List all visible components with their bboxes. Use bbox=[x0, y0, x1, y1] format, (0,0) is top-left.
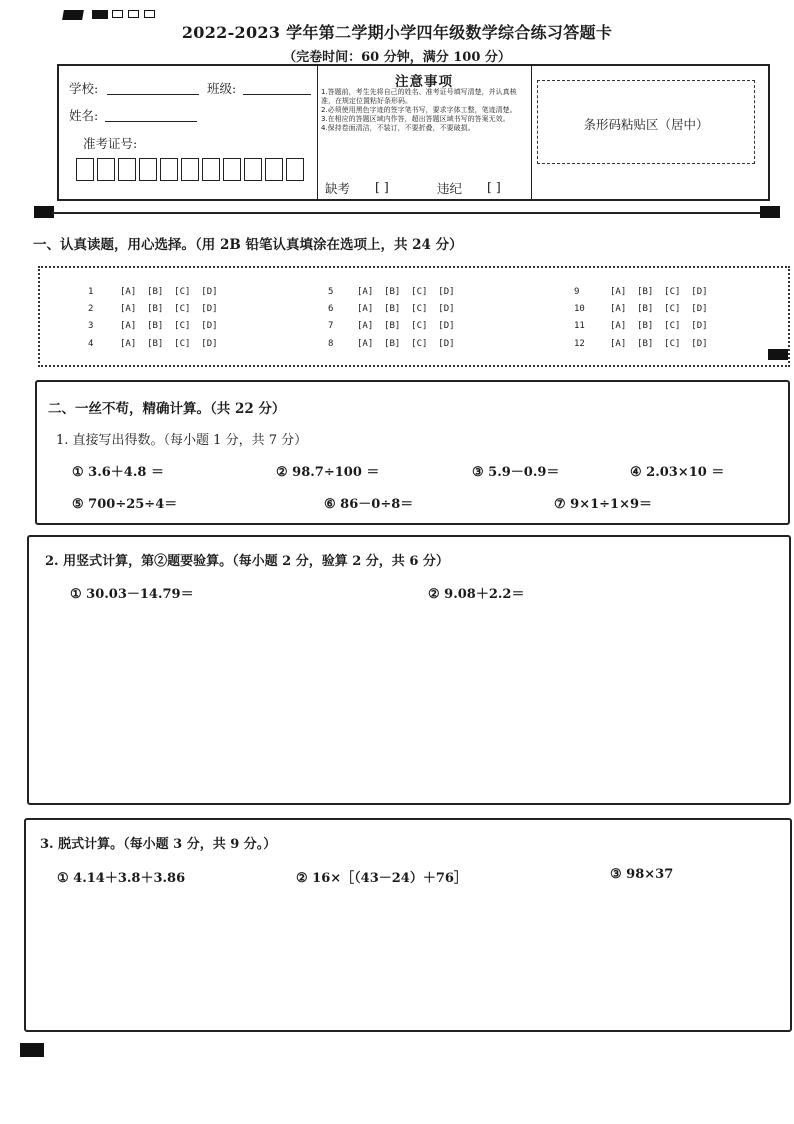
choice-number: 6 bbox=[328, 304, 334, 314]
name-label: 姓名: bbox=[69, 108, 99, 123]
calc-item: ② 98.7÷100 ＝ bbox=[276, 465, 380, 480]
exam-id-cell[interactable] bbox=[139, 158, 157, 181]
part3-heading: 3. 脱式计算。（每小题 3 分，共 9 分。） bbox=[40, 837, 277, 852]
divider bbox=[531, 66, 532, 199]
choice-options[interactable]: [A] [B] [C] [D] bbox=[120, 339, 218, 349]
calc-item: ③ 5.9－0.9＝ bbox=[472, 465, 560, 480]
position-marker-empty-3 bbox=[144, 10, 155, 18]
exam-id-cell[interactable] bbox=[244, 158, 262, 181]
position-marker-empty-2 bbox=[128, 10, 139, 18]
part2-heading: 2. 用竖式计算，第②题要验算。（每小题 2 分，验算 2 分，共 6 分） bbox=[45, 554, 449, 569]
choice-number: 5 bbox=[328, 287, 334, 297]
calc-item: ② 9.08＋2.2＝ bbox=[428, 587, 525, 602]
page-subtitle: （完卷时间：60 分钟，满分 100 分） bbox=[283, 50, 511, 65]
class-label: 班级: bbox=[207, 81, 237, 96]
choice-number: 10 bbox=[574, 304, 585, 314]
exam-id-cell[interactable] bbox=[118, 158, 136, 181]
calc-item: ⑥ 86－0÷8＝ bbox=[324, 497, 414, 512]
rule-marker-right bbox=[760, 206, 780, 218]
choice-options[interactable]: [A] [B] [C] [D] bbox=[610, 339, 708, 349]
choice-options[interactable]: [A] [B] [C] [D] bbox=[610, 287, 708, 297]
calc-item: ③ 98×37 bbox=[610, 867, 674, 882]
section1-heading: 一、认真读题，用心选择。（用 2B 铅笔认真填涂在选项上，共 24 分） bbox=[33, 237, 463, 253]
choice-options[interactable]: [A] [B] [C] [D] bbox=[357, 287, 455, 297]
school-field[interactable] bbox=[107, 94, 199, 95]
choice-options[interactable]: [A] [B] [C] [D] bbox=[610, 321, 708, 331]
exam-id-grid[interactable] bbox=[76, 158, 307, 181]
exam-id-cell[interactable] bbox=[286, 158, 304, 181]
position-marker-empty-1 bbox=[112, 10, 123, 18]
choice-number: 9 bbox=[574, 287, 580, 297]
choice-area-marker bbox=[768, 349, 788, 360]
calc-item: ① 3.6＋4.8 ＝ bbox=[72, 465, 164, 480]
choice-number: 2 bbox=[88, 304, 94, 314]
choice-number: 11 bbox=[574, 321, 585, 331]
exam-id-cell[interactable] bbox=[76, 158, 94, 181]
choice-options[interactable]: [A] [B] [C] [D] bbox=[120, 304, 218, 314]
choice-number: 1 bbox=[88, 287, 94, 297]
choice-options[interactable]: [A] [B] [C] [D] bbox=[357, 321, 455, 331]
notice-list bbox=[321, 88, 529, 133]
section2-heading: 二、一丝不苟，精确计算。（共 22 分） bbox=[48, 401, 286, 417]
barcode-area bbox=[537, 80, 755, 164]
choice-number: 3 bbox=[88, 321, 94, 331]
page-title: 2022-2023 学年第二学期小学四年级数学综合练习答题卡 bbox=[181, 23, 613, 42]
calc-item: ⑤ 700÷25÷4＝ bbox=[72, 497, 178, 512]
vertical-calc-box[interactable] bbox=[27, 535, 791, 805]
exam-id-cell[interactable] bbox=[181, 158, 199, 181]
notice-title: 注意事项 bbox=[395, 74, 453, 90]
exam-id-cell[interactable] bbox=[202, 158, 220, 181]
exam-id-cell[interactable] bbox=[265, 158, 283, 181]
calc-item: ① 4.14＋3.8＋3.86 bbox=[57, 871, 186, 886]
violation-label: 违纪 bbox=[437, 181, 463, 196]
choice-number: 12 bbox=[574, 339, 585, 349]
notice-item: 1.答题前，考生先将自己的姓名、准考证号填写清楚，并认真核准，在规定位置粘好条形码。 bbox=[321, 88, 517, 105]
violation-checkbox[interactable]: [ ] bbox=[487, 179, 501, 194]
horizontal-rule bbox=[52, 212, 762, 214]
barcode-label: 条形码粘贴区（居中） bbox=[583, 117, 709, 132]
absent-label: 缺考 bbox=[325, 181, 351, 196]
multiple-choice-area bbox=[38, 266, 790, 367]
calc-item: ⑦ 9×1÷1×9＝ bbox=[554, 497, 653, 512]
choice-options[interactable]: [A] [B] [C] [D] bbox=[120, 287, 218, 297]
choice-options[interactable]: [A] [B] [C] [D] bbox=[610, 304, 708, 314]
header-info-box bbox=[57, 64, 770, 201]
choice-options[interactable]: [A] [B] [C] [D] bbox=[120, 321, 218, 331]
exam-id-label: 准考证号: bbox=[83, 136, 138, 151]
calc-item: ④ 2.03×10 ＝ bbox=[630, 465, 725, 480]
calc-item: ② 16×［（43－24）＋76］ bbox=[296, 871, 467, 886]
choice-number: 8 bbox=[328, 339, 334, 349]
choice-options[interactable]: [A] [B] [C] [D] bbox=[357, 339, 455, 349]
absent-checkbox[interactable]: [ ] bbox=[375, 179, 389, 194]
calc-item: ① 30.03－14.79＝ bbox=[70, 587, 194, 602]
notice-item: 2.必须使用黑色字迹的签字笔书写，要求字体工整，笔迹清楚。 bbox=[321, 106, 517, 114]
class-field[interactable] bbox=[243, 94, 311, 95]
part1-heading: 1. 直接写出得数。（每小题 1 分，共 7 分） bbox=[56, 433, 308, 448]
choice-number: 7 bbox=[328, 321, 334, 331]
notice-item: 4.保持卷面清洁，不装订，不要折叠，不要破损。 bbox=[321, 124, 475, 132]
choice-options[interactable]: [A] [B] [C] [D] bbox=[357, 304, 455, 314]
position-marker-solid-2 bbox=[92, 10, 108, 19]
exam-id-cell[interactable] bbox=[97, 158, 115, 181]
rule-marker-left bbox=[34, 206, 54, 218]
notice-item: 3.在相应的答题区域内作答，超出答题区域书写的答案无效。 bbox=[321, 115, 510, 123]
exam-id-cell[interactable] bbox=[160, 158, 178, 181]
position-marker-solid-1 bbox=[62, 10, 84, 20]
bottom-position-marker bbox=[20, 1043, 44, 1057]
name-field[interactable] bbox=[105, 121, 197, 122]
exam-id-cell[interactable] bbox=[223, 158, 241, 181]
school-label: 学校: bbox=[69, 81, 99, 96]
choice-number: 4 bbox=[88, 339, 94, 349]
